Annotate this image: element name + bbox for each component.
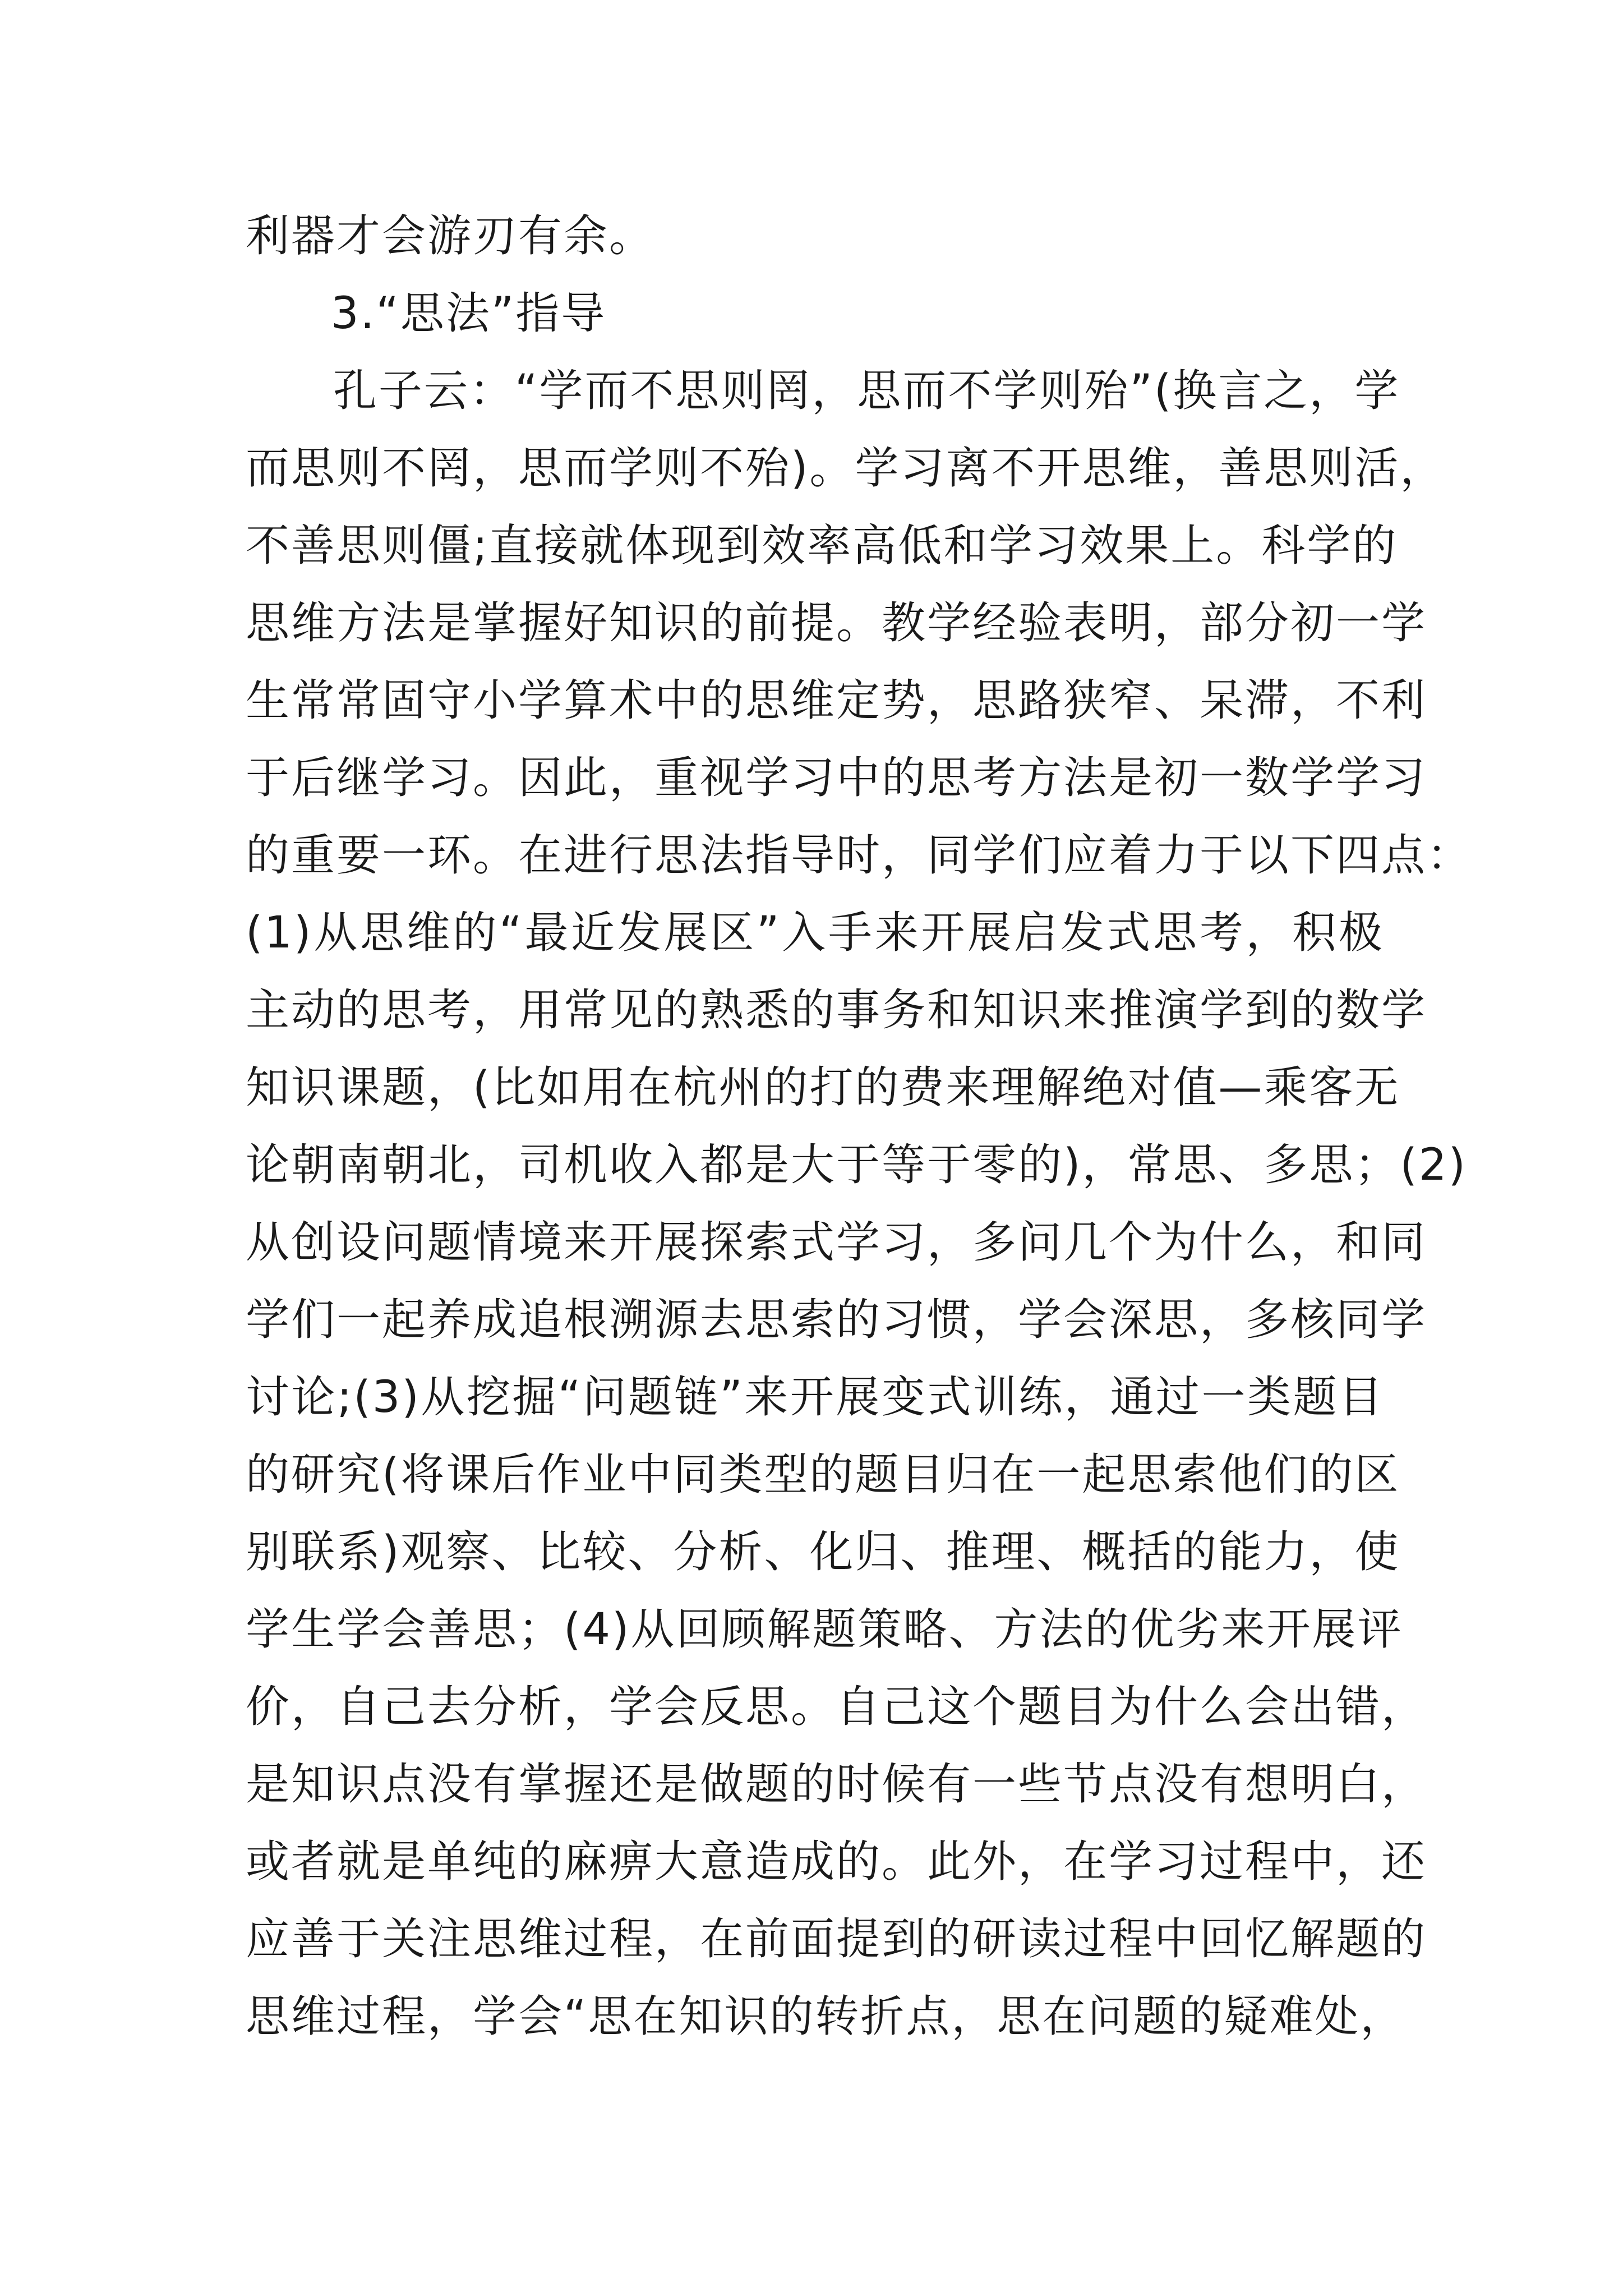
paragraph-line: 学们一起养成追根溯源去思索的习惯，学会深思，多核同学 — [246, 1295, 1427, 1345]
paragraph-line: 思维方法是掌握好知识的前提。教学经验表明，部分初一学 — [246, 598, 1427, 648]
paragraph-line: 是知识点没有掌握还是做题的时候有一些节点没有想明白， — [246, 1759, 1427, 1810]
paragraph-line: 孔子云：“学而不思则罔，思而不学则殆”(换言之，学 — [333, 366, 1400, 416]
paragraph-line: (1)从思维的“最近发展区”入手来开展启发式思考，积极 — [246, 908, 1384, 958]
paragraph-line: 学生学会善思；(4)从回顾解题策略、方法的优劣来开展评 — [246, 1604, 1403, 1655]
paragraph-line: 知识课题，(比如用在杭州的打的费来理解绝对值—乘客无 — [246, 1062, 1400, 1113]
paragraph-line: 或者就是单纯的麻痹大意造成的。此外，在学习过程中，还 — [246, 1837, 1427, 1887]
paragraph-line: 于后继学习。因此，重视学习中的思考方法是初一数学学习 — [246, 753, 1427, 803]
paragraph-line: 从创设问题情境来开展探索式学习，多问几个为什么，和同 — [246, 1217, 1427, 1268]
paragraph-line: 主动的思考，用常见的熟悉的事务和知识来推演学到的数学 — [246, 985, 1427, 1036]
paragraph-line: 论朝南朝北，司机收入都是大于等于零的)，常思、多思；(2) — [246, 1140, 1467, 1190]
paragraph-line: 别联系)观察、比较、分析、化归、推理、概括的能力，使 — [246, 1527, 1400, 1577]
paragraph-line: 生常常固守小学算术中的思维定势，思路狭窄、呆滞，不利 — [246, 675, 1427, 726]
paragraph-line: 思维过程，学会“思在知识的转折点，思在问题的疑难处， — [246, 1991, 1406, 2042]
paragraph-line: 而思则不罔，思而学则不殆)。学习离不开思维，善思则活， — [246, 443, 1446, 494]
paragraph-line: 讨论;(3)从挖掘“问题链”来开展变式训练，通过一类题目 — [246, 1372, 1384, 1423]
body-text — [246, 197, 1473, 2055]
paragraph-line: 利器才会游刃有余。 — [246, 211, 655, 261]
paragraph-line: 不善思则僵;直接就体现到效率高低和学习效果上。科学的 — [246, 521, 1398, 571]
paragraph-line: 的重要一环。在进行思法指导时，同学们应着力于以下四点： — [246, 830, 1473, 881]
section-heading: 3.“思法”指导 — [331, 288, 607, 339]
paragraph-line: 价，自己去分析，学会反思。自己这个题目为什么会出错， — [246, 1682, 1427, 1732]
paragraph-line: 应善于关注思维过程，在前面提到的研读过程中回忆解题的 — [246, 1914, 1427, 1964]
paragraph-line: 的研究(将课后作业中同类型的题目归在一起思索他们的区 — [246, 1450, 1400, 1500]
